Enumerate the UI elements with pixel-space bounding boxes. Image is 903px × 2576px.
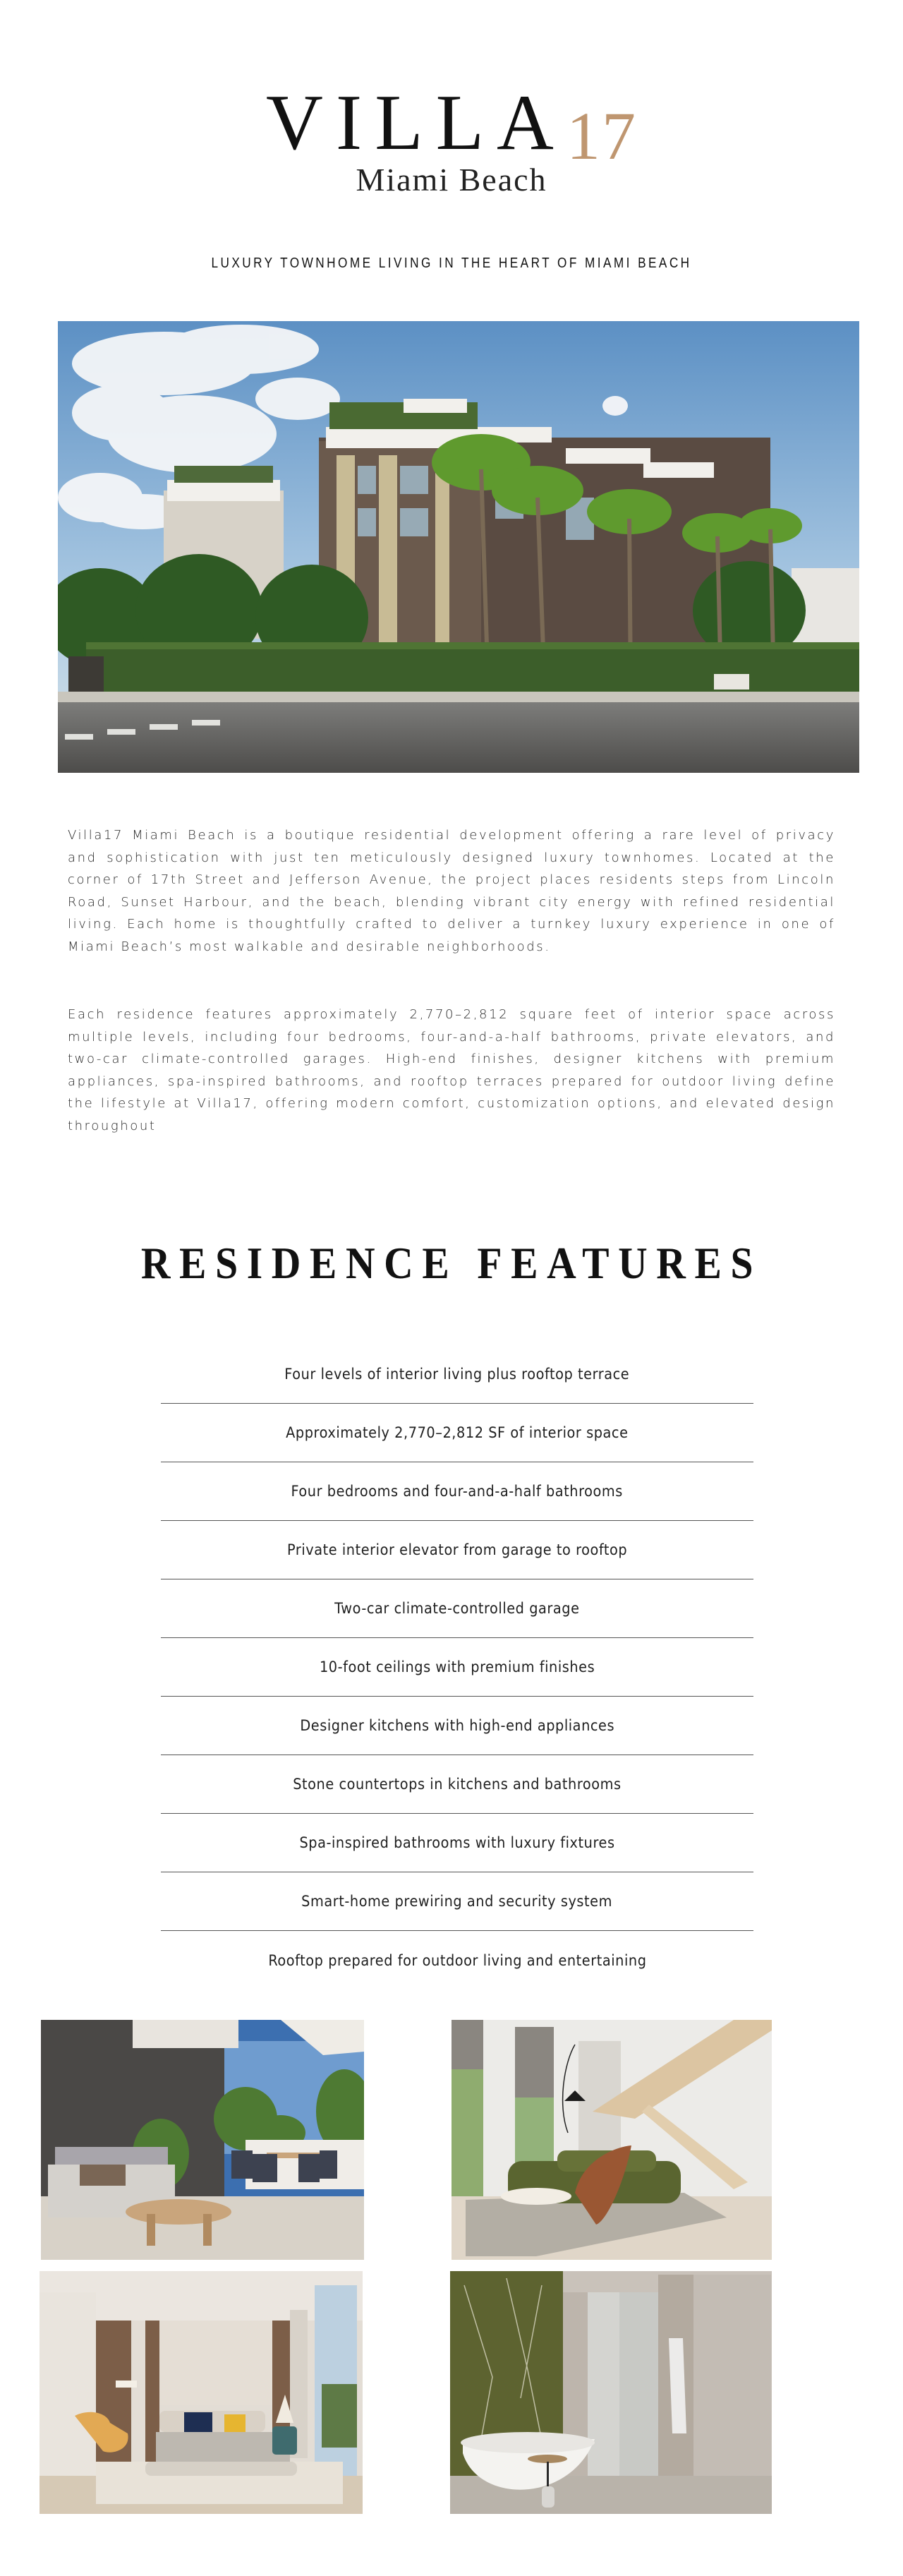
feature-item [161,1521,753,1579]
logo-location: Miami Beach [356,162,547,198]
feature-item [161,1755,753,1814]
feature-text: Four bedrooms and four-and-a-half bathrooms [291,1483,624,1500]
bathroom-photo [450,2271,772,2514]
building-exterior-image [58,321,859,773]
features-title: RESIDENCE FEATURES [140,1238,763,1288]
logo-word: VILLA [266,79,566,167]
intro-paragraph: Villa17 Miami Beach is a boutique residential development offering a rare level of privacy and sophistication with just ten meticulously designed luxury townhomes. Located at the corner of 17th Street and Jefferson Avenue, the project places residents steps from Lincoln Road, Sunset Harbour, and the beach, blending vibrant city energy with refined residential living. Each home is thoughtfully crafted to deliver a turnkey luxury experience in one of Miami Beach’s most walkable and desirable neighborhoods. [68,828,835,954]
feature-item [161,1404,753,1462]
living-room-staircase-photo [452,2020,772,2260]
feature-text: 10-foot ceilings with premium finishes [319,1659,595,1675]
rooftop-terrace-photo [41,2020,364,2260]
feature-item [161,1931,753,1990]
feature-item [161,1697,753,1755]
bedroom-photo [40,2271,363,2514]
feature-text: Stone countertops in kitchens and bathrooms [293,1776,622,1793]
feature-item [161,1814,753,1872]
logo-wordmark [0,79,903,174]
feature-text: Designer kitchens with high-end appliances [300,1717,614,1734]
feature-item [161,1579,753,1638]
logo-number: 17 [566,98,637,174]
feature-text: Two-car climate-controlled garage [334,1600,580,1617]
tagline: LUXURY TOWNHOME LIVING IN THE HEART OF MIAMI BEACH [211,255,692,271]
feature-text: Rooftop prepared for outdoor living and entertaining [267,1951,647,1969]
feature-item [161,1462,753,1521]
feature-text: Four levels of interior living plus rooftop terrace [284,1366,630,1383]
brand-logo [0,79,903,198]
features-list [161,1345,753,1990]
feature-item [161,1345,753,1404]
feature-text: Approximately 2,770–2,812 SF of interior space [286,1424,629,1441]
feature-text: Spa-inspired bathrooms with luxury fixtures [299,1834,615,1851]
feature-text: Private interior elevator from garage to rooftop [286,1541,628,1558]
hero-image [58,321,859,773]
feature-text: Smart-home prewiring and security system [301,1893,613,1910]
feature-item [161,1872,753,1931]
feature-item [161,1638,753,1697]
intro-paragraph: Each residence features approximately 2,770–2,812 square feet of interior space across multiple levels, including four bedrooms, four-and-a-half bathrooms, private elevators, and two-car climate-controlled garages. High-end finishes, designer kitchens with premium appliances, spa-inspired bathrooms, and rooftop terraces prepared for outdoor living define the lifestyle at Villa17, offering modern comfort, customization options, and elevated design throughout [68,1007,835,1133]
